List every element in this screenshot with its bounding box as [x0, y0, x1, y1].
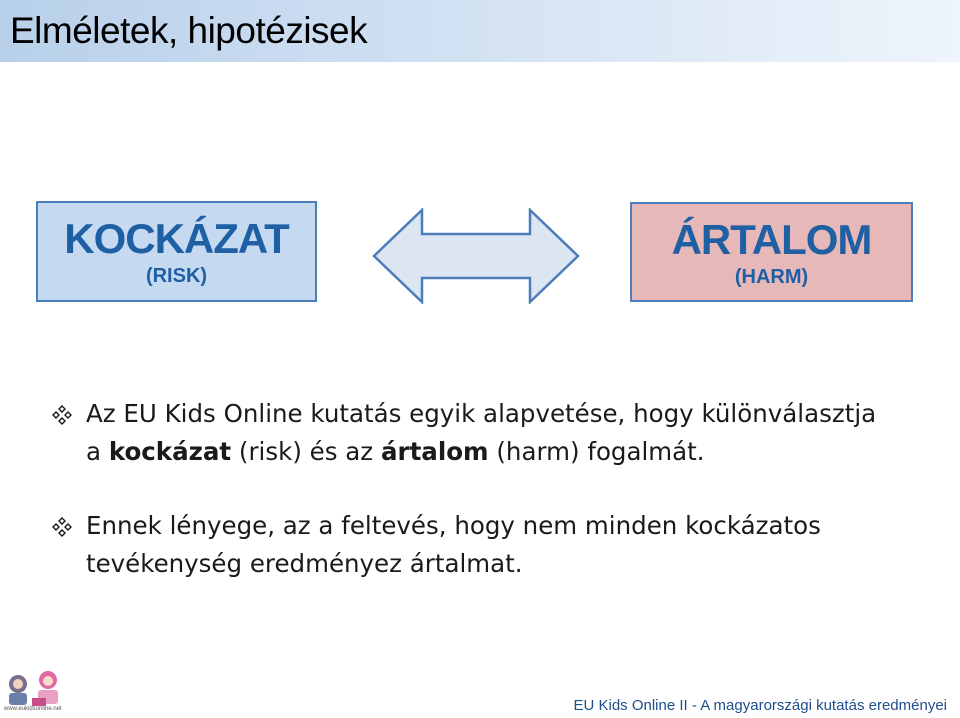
title-bar: [0, 0, 960, 62]
bullet-item: [52, 395, 942, 471]
diamond-bullet-icon: [52, 517, 72, 537]
bullet-text-line: Az EU Kids Online kutatás egyik alapvetése, hogy különválasztja: [86, 399, 877, 428]
slide-title: Elméletek, hipotézisek: [10, 10, 368, 51]
footer-text: EU Kids Online II - A magyarországi kutatás eredményei: [573, 697, 947, 714]
text-run: a: [86, 437, 109, 466]
bullet-list: [52, 395, 942, 583]
risk-label: KOCKÁZAT: [64, 215, 289, 262]
bold-term-kockazat: kockázat: [108, 437, 232, 466]
risk-sublabel: (RISK): [145, 265, 208, 287]
diamond-bullet-icon: [52, 405, 72, 425]
text-run: (harm) fogalmát.: [488, 437, 705, 466]
bullet-text-line: tevékenység eredményez ártalmat.: [86, 549, 523, 578]
logo-url: www.eukidsonline.net: [4, 706, 62, 712]
bullet-text-line: [86, 433, 942, 471]
risk-box: [36, 201, 317, 302]
double-arrow-icon: [372, 208, 582, 304]
harm-box: [630, 202, 913, 302]
bullet-item: [52, 507, 942, 583]
harm-sublabel: (HARM): [734, 266, 809, 288]
harm-label: ÁRTALOM: [671, 216, 872, 263]
bold-term-artalom: ártalom: [380, 437, 489, 466]
bullet-text-line: Ennek lényege, az a feltevés, hogy nem minden kockázatos: [86, 511, 821, 540]
text-run: (risk) és az: [231, 437, 381, 466]
